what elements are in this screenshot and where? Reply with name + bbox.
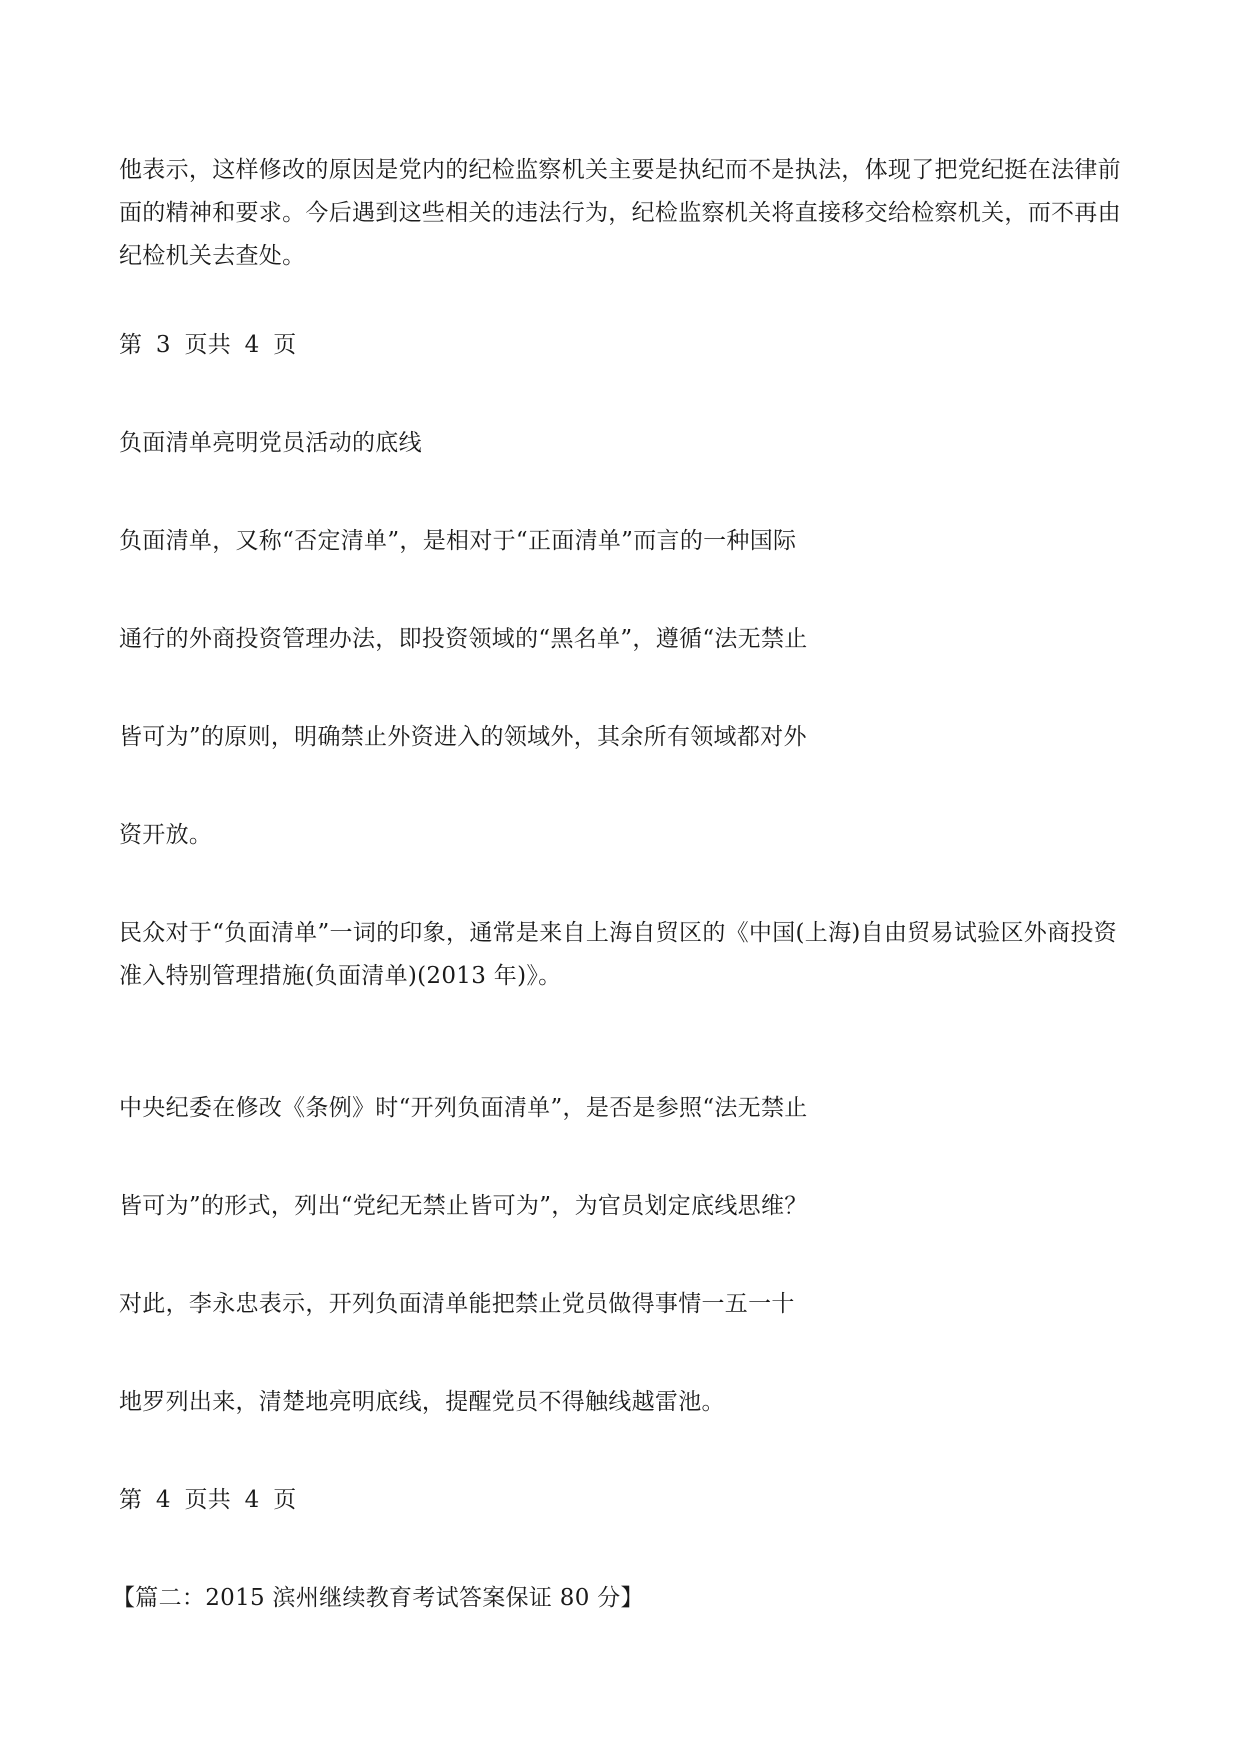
paragraph-line: 对此，李永忠表示，开列负面清单能把禁止党员做得事情一五一十	[119, 1291, 795, 1317]
paragraph-line: 资开放。	[119, 822, 213, 848]
paragraph-line: 负面清单，又称“否定清单”，是相对于“正面清单”而言的一种国际	[119, 528, 797, 554]
paragraph-line: 通行的外商投资管理办法，即投资领域的“黑名单”，遵循“法无禁止	[119, 626, 808, 652]
paragraph-line: 皆可为”的形式，列出“党纪无禁止皆可为”，为官员划定底线思维？	[119, 1193, 808, 1219]
paragraph-line: 地罗列出来，清楚地亮明底线，提醒党员不得触线越雷池。	[119, 1389, 725, 1415]
paragraph-public-impression: 民众对于“负面清单”一词的印象，通常是来自上海自贸区的《中国(上海)自由贸易试验区外商投资准入特别管理措施(负面清单)(2013 年)》。	[119, 920, 1117, 989]
section-heading-negative-list: 负面清单亮明党员活动的底线	[119, 430, 422, 456]
page-marker-3: 第 3 页共 4 页	[119, 332, 297, 358]
paragraph-line: 中央纪委在修改《条例》时“开列负面清单”，是否是参照“法无禁止	[119, 1095, 808, 1121]
paragraph-discipline-vs-law: 他表示，这样修改的原因是党内的纪检监察机关主要是执纪而不是执法，体现了把党纪挺在法律前面的精神和要求。今后遇到这些相关的违法行为，纪检监察机关将直接移交给检察机关，而不再由纪检机关去查处。	[119, 157, 1121, 269]
section-heading-part-two: 【篇二：2015 滨州继续教育考试答案保证 80 分】	[112, 1585, 644, 1611]
paragraph-line: 皆可为”的原则，明确禁止外资进入的领域外，其余所有领域都对外	[119, 724, 807, 750]
page-marker-4: 第 4 页共 4 页	[119, 1487, 297, 1513]
